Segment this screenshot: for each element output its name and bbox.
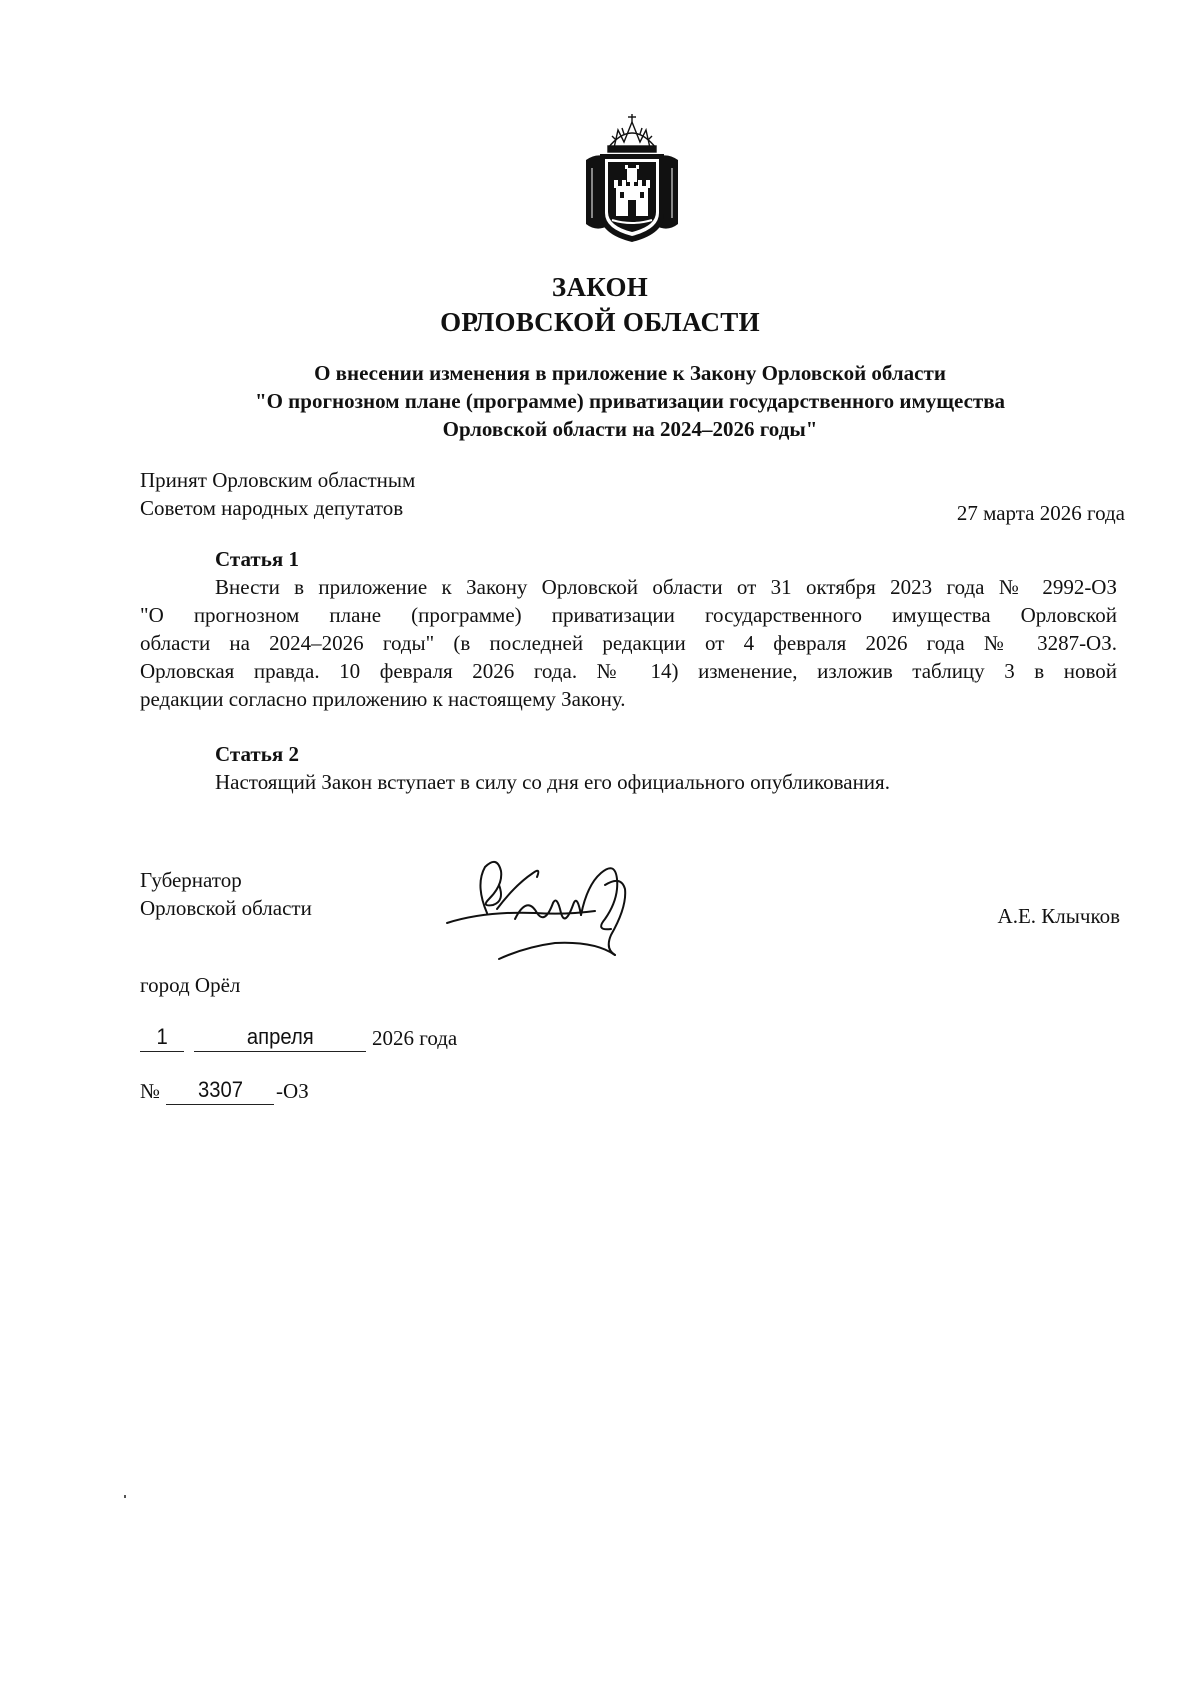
law-number-row [140, 1077, 309, 1105]
signing-date-row [140, 1024, 457, 1052]
adopted-date: 27 марта 2026 года [956, 501, 1125, 525]
signing-day-field [140, 1025, 184, 1052]
signatory-name: А.Е. Клычков [997, 904, 1120, 928]
signing-month: апреля [246, 1024, 314, 1049]
signing-month-field [194, 1025, 366, 1052]
signatory-title-line: Орловской области [140, 896, 312, 920]
adopted-by-line: Принят Орловским областным [140, 468, 416, 492]
law-number-field [166, 1078, 274, 1105]
article-1-text-line: Внести в приложение к Закону Орловской области от 31 октября 2023 года № 2992-ОЗ [215, 575, 1117, 599]
signing-year: 2026 года [372, 1026, 458, 1050]
article-1-heading: Статья 1 [215, 547, 299, 571]
signing-city: город Орёл [140, 973, 241, 997]
adopted-by-line: Советом народных депутатов [140, 496, 404, 520]
signing-day: 1 [156, 1024, 168, 1049]
orel-oblast-coat-of-arms-icon [578, 108, 686, 248]
scan-speck [124, 1495, 126, 1498]
article-2-heading: Статья 2 [215, 742, 299, 766]
article-1-text-line: области на 2024–2026 годы" (в последней редакции от 4 февраля 2026 года № 3287-ОЗ. [140, 631, 1117, 655]
law-number-suffix: -ОЗ [276, 1079, 309, 1103]
article-2-text-line: Настоящий Закон вступает в силу со дня его официального опубликования. [215, 770, 890, 794]
document-subtitle-line: О внесении изменения в приложение к Закону Орловской области [314, 361, 946, 385]
document-subtitle-line: "О прогнозном плане (программе) приватизации государственного имущества [254, 389, 1006, 413]
law-number: 3307 [197, 1077, 243, 1102]
article-1-text-line: "О прогнозном плане (программе) приватизации государственного имущества Орловской [140, 603, 1117, 627]
document-title: ЗАКОН [551, 272, 649, 302]
signatory-title-line: Губернатор [140, 868, 242, 892]
document-subtitle-line: Орловской области на 2024–2026 годы" [442, 417, 818, 441]
number-sign: № [140, 1079, 161, 1103]
document-title-region: ОРЛОВСКОЙ ОБЛАСТИ [440, 307, 760, 337]
article-1-text-line: редакции согласно приложению к настоящему Закону. [140, 687, 626, 711]
article-1-text-line: Орловская правда. 10 февраля 2026 года. № 14) изменение, изложив таблицу 3 в новой [140, 659, 1117, 683]
handwritten-signature-icon [445, 855, 670, 965]
